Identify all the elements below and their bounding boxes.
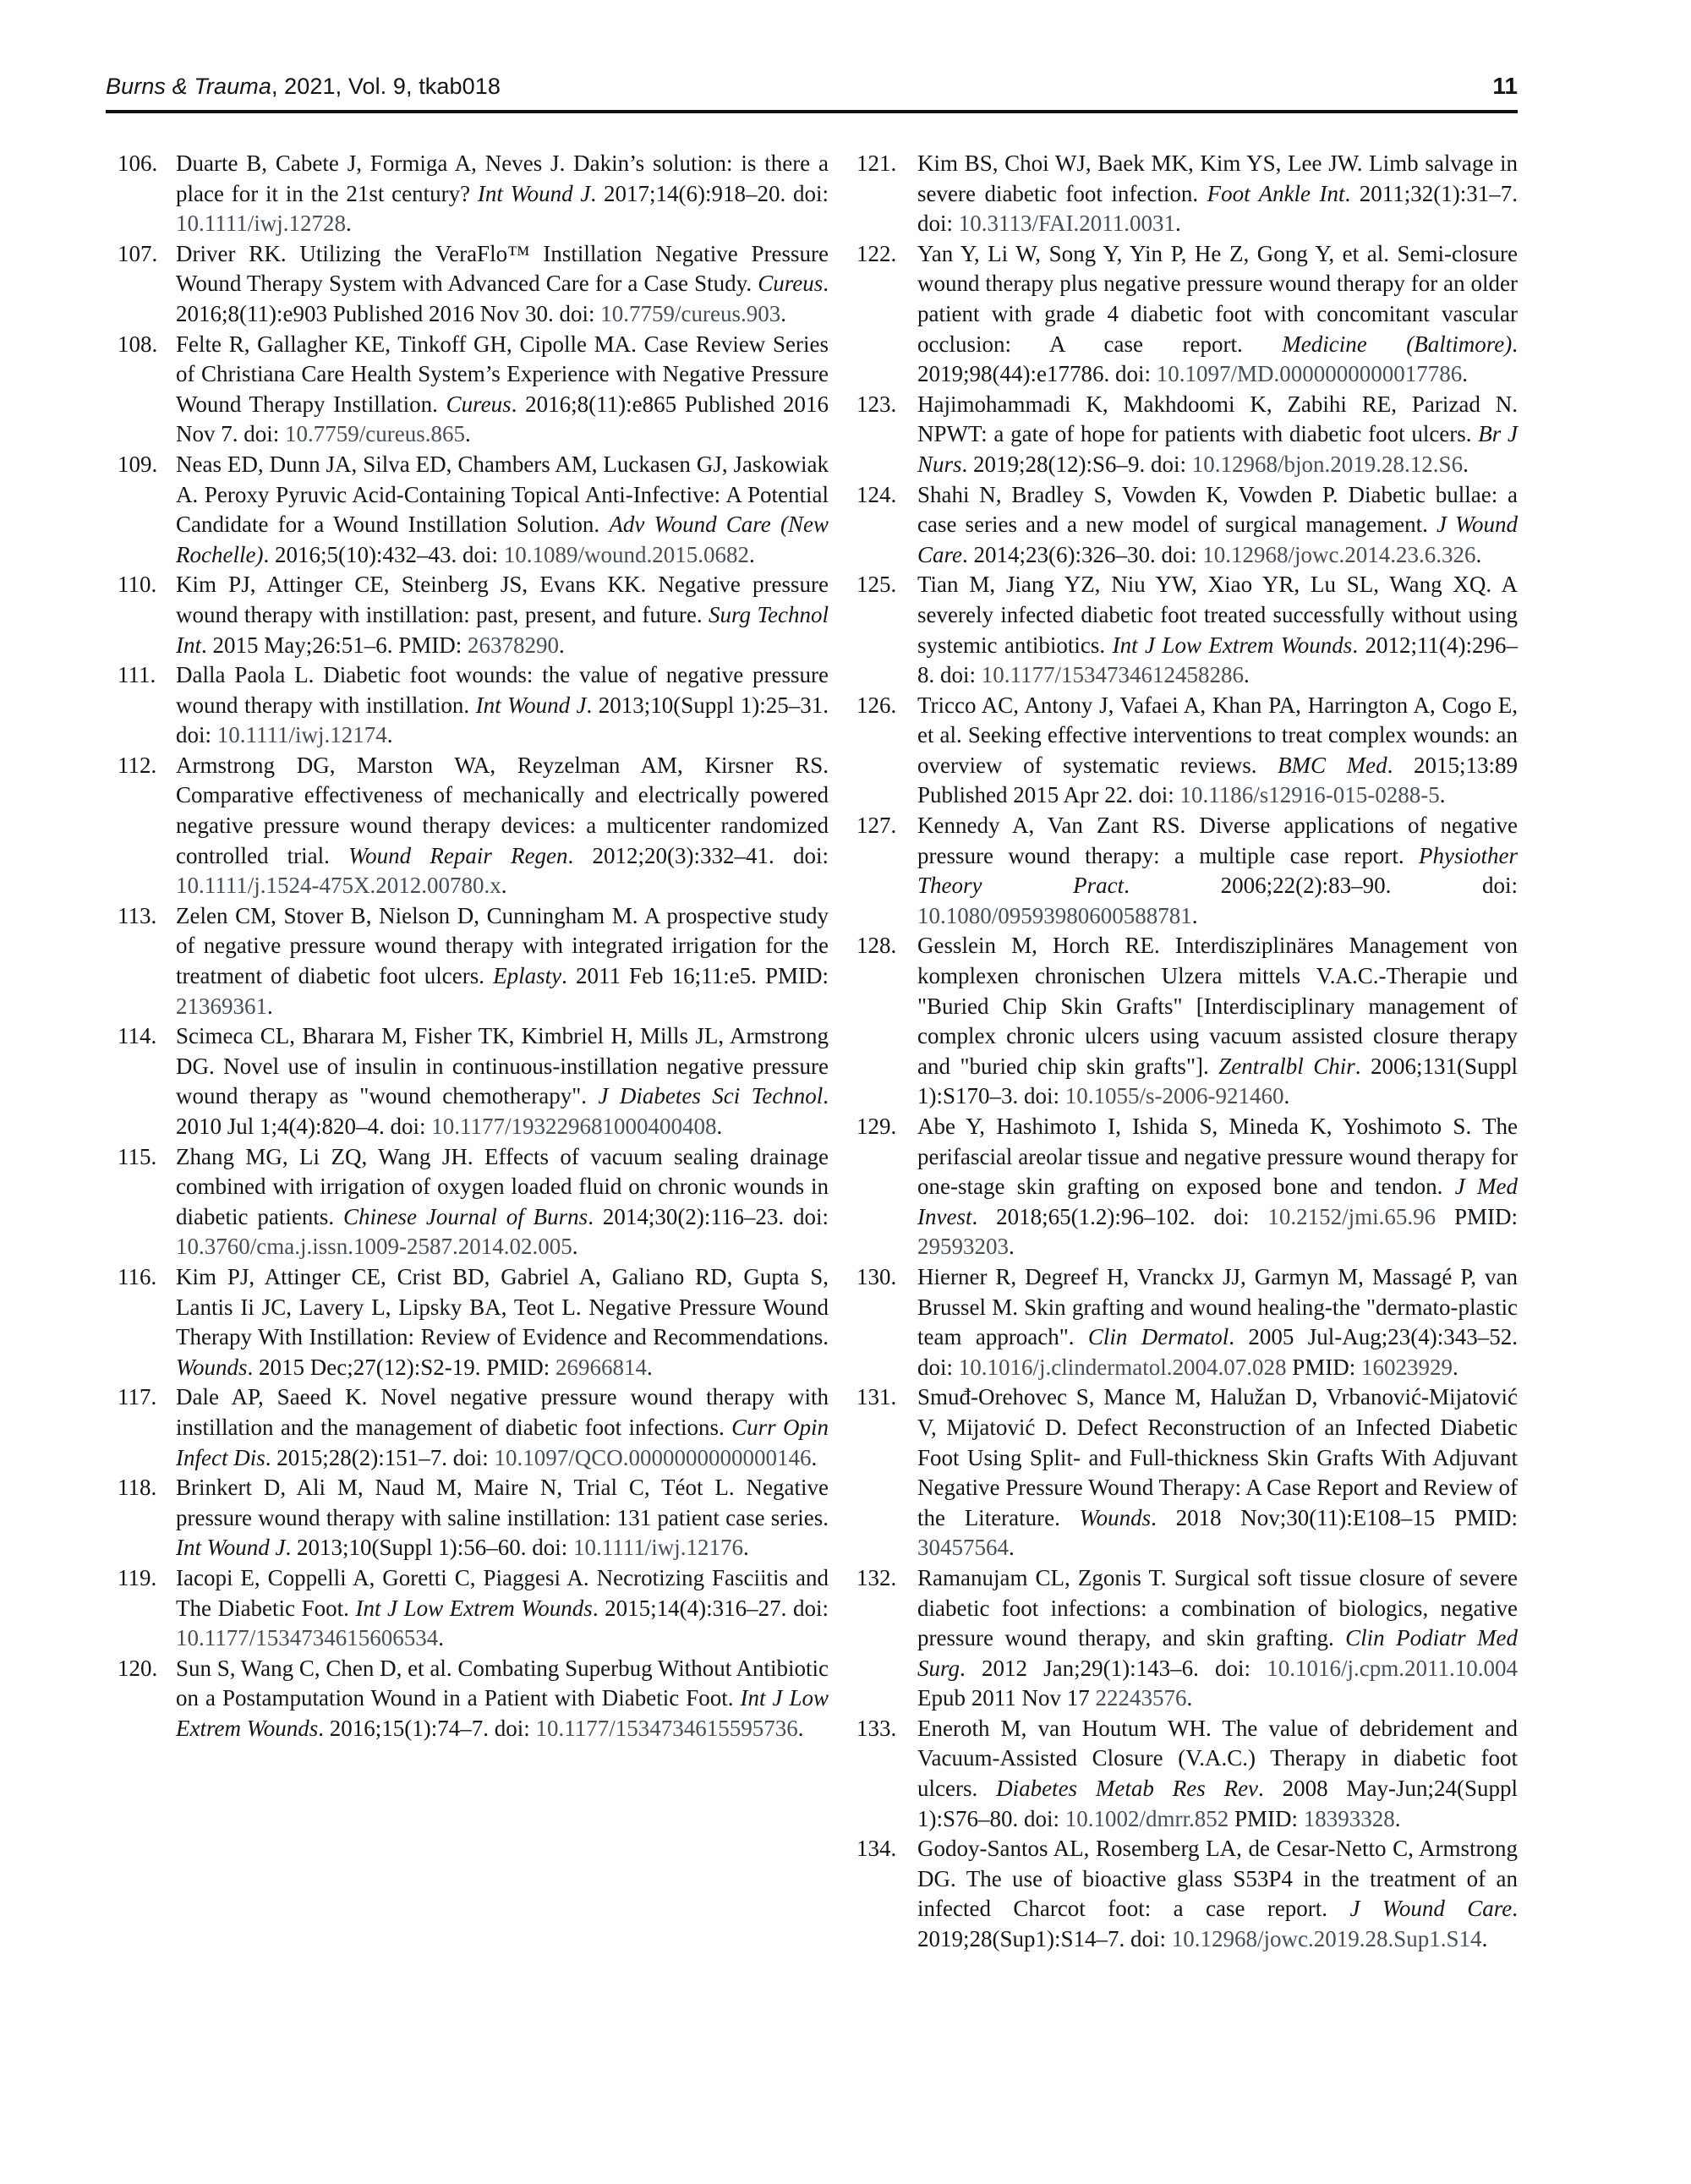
reference-number: 109. — [118, 451, 158, 477]
reference-item — [106, 149, 829, 239]
reference-number: 131. — [856, 1384, 897, 1410]
reference-item — [850, 691, 1518, 811]
reference-item — [106, 751, 829, 901]
doi-link[interactable]: 26378290 — [468, 632, 560, 658]
references-column-left — [106, 149, 829, 1955]
reference-text-segment: . — [748, 541, 755, 567]
reference-text-segment: Duarte B, Cabete J, Formiga A, Neves J. Dakin’s solution: is there a place for it in the 21st century? — [176, 151, 829, 206]
reference-text — [917, 391, 1518, 477]
reference-text-segment: . — [811, 1444, 818, 1470]
reference-number: 124. — [856, 481, 897, 507]
reference-number: 108. — [118, 331, 158, 357]
journal-name: Int Wound J — [176, 1535, 286, 1561]
reference-item — [106, 1382, 829, 1473]
reference-text-segment: . 2013;10(Suppl 1):25–31. doi: — [176, 692, 829, 748]
doi-link[interactable]: 10.1097/QCO.0000000000000146 — [494, 1444, 812, 1470]
reference-text-segment: PMID: — [1436, 1203, 1518, 1229]
reference-number: 117. — [118, 1384, 157, 1410]
reference-text-segment: . — [1009, 1535, 1015, 1561]
reference-text-segment: Brinkert D, Ali M, Naud M, Maire N, Trial C, Téot L. Negative pressure wound therapy with saline instillation: 131 patient case series. — [176, 1475, 829, 1530]
reference-number: 126. — [856, 692, 897, 718]
reference-item — [850, 570, 1518, 690]
reference-text — [176, 753, 829, 898]
reference-text-segment: . 2015 Dec;27(12):S2-19. PMID: — [247, 1354, 556, 1380]
doi-link[interactable]: 10.1080/09593980600588781 — [917, 902, 1192, 928]
journal-name: Adv Wound Care (New Rochelle) — [176, 512, 829, 567]
reference-text-segment: . — [1244, 662, 1250, 688]
reference-text-segment: . — [1175, 211, 1181, 237]
journal-name: Cureus — [758, 271, 824, 297]
reference-text-segment: . — [464, 421, 471, 447]
reference-text — [917, 1565, 1518, 1711]
doi-link[interactable]: 10.1177/1534734615595736 — [535, 1715, 798, 1741]
reference-text-segment: . 2016;8(11):e903 Published 2016 Nov 30. doi: — [176, 271, 829, 326]
journal-name: Clin Podiatr Med Surg — [917, 1625, 1518, 1681]
journal-name: Zentralbl Chir — [1218, 1053, 1355, 1079]
reference-item — [850, 480, 1518, 571]
reference-text — [176, 1475, 829, 1560]
reference-number: 133. — [856, 1715, 897, 1741]
reference-text — [176, 1384, 829, 1470]
reference-text-segment: Armstrong DG, Marston WA, Reyzelman AM, Kirsner RS. Comparative effectiveness of mechanically and electrically powered negative pressure wound therapy devices: a multicenter randomized controlled trial. — [176, 752, 829, 868]
journal-name: Int Wound J — [477, 180, 591, 206]
reference-text — [917, 482, 1518, 567]
journal-issue-info: , 2021, Vol. 9, tkab018 — [271, 74, 501, 99]
reference-text — [917, 241, 1518, 386]
journal-name: Wounds — [1079, 1504, 1152, 1530]
reference-text — [917, 1716, 1518, 1831]
reference-item — [106, 660, 829, 751]
reference-text-segment: Zelen CM, Stover B, Nielson D, Cunningham M. A prospective study of negative pressure wound therapy with integrated irrigation for the treatment of diabetic foot ulcers. — [176, 902, 829, 989]
reference-item — [106, 901, 829, 1021]
reference-item — [850, 1382, 1518, 1563]
reference-text-segment: Ramanujam CL, Zgonis T. Surgical soft tissue closure of severe diabetic foot infections: a combination of biologics, negative pressure wound therapy, and skin grafting. — [917, 1564, 1518, 1651]
reference-number: 107. — [118, 240, 158, 266]
reference-item — [106, 570, 829, 660]
reference-item — [850, 1714, 1518, 1834]
reference-number: 119. — [118, 1564, 157, 1590]
journal-name: Physiother Theory Pract — [917, 842, 1518, 899]
reference-text-segment: Gesslein M, Horch RE. Interdisziplinäres Management von komplexen chronischen Ulzera mittels V.A.C.-Therapie und "Buried Chip Skin Grafts" [Interdisciplinary management of complex chronic ulcers using vacuum assisted closure therapy and "buried chip skin grafts"]. — [917, 933, 1518, 1079]
doi-link[interactable]: 10.1111/iwj.12728 — [176, 211, 346, 237]
reference-text — [917, 813, 1518, 928]
reference-text-segment: . — [386, 722, 393, 748]
reference-number: 114. — [118, 1023, 157, 1049]
journal-name: Int J Low Extrem Wounds — [176, 1685, 829, 1741]
reference-item — [850, 1262, 1518, 1382]
journal-name: Int J Low Extrem Wounds — [355, 1595, 593, 1621]
reference-item — [850, 239, 1518, 390]
reference-text-segment: . 2006;22(2):83–90. doi: — [1124, 873, 1518, 899]
reference-text — [917, 692, 1518, 808]
doi-link[interactable]: 10.1111/j.1524-475X.2012.00780.x — [176, 873, 501, 899]
reference-text-segment: . — [1186, 1685, 1193, 1711]
reference-text — [176, 241, 829, 326]
reference-text-segment: . 2018;65(1.2):96–102. doi: — [971, 1203, 1268, 1229]
reference-text — [176, 572, 829, 657]
doi-link[interactable]: 10.12968/jowc.2014.23.6.326 — [1202, 541, 1476, 567]
reference-item — [106, 1654, 829, 1744]
doi-link[interactable]: 10.1016/j.cpm.2011.10.004 — [1267, 1655, 1518, 1681]
reference-number: 134. — [856, 1836, 897, 1862]
reference-number: 106. — [118, 151, 158, 176]
reference-item — [850, 390, 1518, 480]
reference-number: 129. — [856, 1114, 897, 1139]
reference-text-segment: . 2014;23(6):326–30. doi: — [962, 541, 1203, 567]
reference-number: 111. — [118, 662, 156, 688]
reference-text-segment: . 2017;14(6):918–20. doi: — [590, 180, 829, 206]
reference-text — [917, 933, 1518, 1108]
reference-text-segment: . — [1475, 541, 1482, 567]
reference-number: 128. — [856, 933, 897, 959]
reference-text-segment: . 2008 May-Jun;24(Suppl 1):S76–80. doi: — [917, 1776, 1519, 1831]
reference-text-segment: Dalla Paola L. Diabetic foot wounds: the value of negative pressure wound therapy with instillation. — [176, 662, 829, 718]
reference-number: 120. — [118, 1655, 158, 1681]
reference-text-segment: . — [780, 300, 786, 326]
journal-name: Medicine (Baltimore) — [1282, 331, 1513, 357]
doi-link[interactable]: 10.12968/bjon.2019.28.12.S6 — [1191, 451, 1464, 477]
reference-text-segment: . 2012 Jan;29(1):143–6. doi: — [960, 1655, 1267, 1681]
reference-text-segment: Kim PJ, Attinger CE, Steinberg JS, Evans KK. Negative pressure wound therapy with instillation: past, present, and future. — [176, 572, 829, 627]
doi-link[interactable]: 10.7759/cureus.903 — [600, 300, 781, 326]
doi-link[interactable]: 10.1111/iwj.12176 — [573, 1535, 744, 1561]
reference-text-segment: . 2019;28(12):S6–9. doi: — [961, 451, 1192, 477]
reference-text-segment: Hajimohammadi K, Makhdoomi K, Zabihi RE, Parizad N. NPWT: a gate of hope for patients with diabetic foot ulcers. — [917, 391, 1518, 447]
doi-link[interactable]: 26966814 — [555, 1354, 648, 1380]
reference-number: 121. — [856, 151, 897, 176]
reference-text-segment: . — [647, 1354, 653, 1380]
doi-link[interactable]: 29593203 — [917, 1234, 1009, 1260]
reference-text — [176, 662, 829, 747]
reference-number: 122. — [856, 240, 897, 266]
journal-title: Burns & Trauma — [106, 74, 271, 99]
reference-number: 112. — [118, 752, 157, 778]
reference-item — [106, 330, 829, 450]
reference-text-segment: Zhang MG, Li ZQ, Wang JH. Effects of vacuum sealing drainage combined with irrigation of oxygen loaded fluid on chronic wounds in diabetic patients. — [176, 1143, 829, 1229]
doi-link[interactable]: 10.3760/cma.j.issn.1009-2587.2014.02.005 — [176, 1234, 572, 1260]
reference-number: 118. — [118, 1475, 157, 1501]
reference-item — [850, 811, 1518, 931]
journal-name: Int Wound J — [475, 692, 587, 718]
reference-text — [917, 1836, 1518, 1951]
reference-text-segment: . — [1462, 361, 1468, 387]
doi-link[interactable]: 10.1097/MD.0000000000017786 — [1156, 361, 1463, 387]
reference-text-segment: . 2005 Jul-Aug;23(4):343–52. doi: — [917, 1324, 1519, 1380]
reference-text-segment: . 2015;28(2):151–7. doi: — [265, 1444, 495, 1470]
reference-text-segment: . — [716, 1114, 723, 1139]
doi-link[interactable]: 10.12968/jowc.2019.28.Sup1.S14 — [1171, 1926, 1482, 1952]
reference-text-segment: Iacopi E, Coppelli A, Goretti C, Piaggesi A. Necrotizing Fasciitis and The Diabetic Foot. — [176, 1564, 829, 1621]
journal-name: J Med Invest — [917, 1174, 1519, 1229]
reference-number: 132. — [856, 1564, 897, 1590]
reference-text-segment: . — [743, 1535, 749, 1561]
running-head — [106, 74, 501, 100]
journal-name: Br J Nurs — [917, 421, 1518, 477]
reference-text — [176, 1264, 829, 1380]
reference-item — [106, 450, 829, 570]
reference-text-segment: . 2018 Nov;30(11):E108–15 PMID: — [1151, 1504, 1518, 1530]
reference-text-segment: PMID: — [1286, 1354, 1361, 1380]
doi-link[interactable]: 10.1055/s-2006-921460 — [1064, 1083, 1284, 1109]
reference-number: 123. — [856, 391, 897, 417]
reference-text-segment: Kim PJ, Attinger CE, Crist BD, Gabriel A, Galiano RD, Gupta S, Lantis Ii JC, Lavery L, Lipsky BA, Teot L. Negative Pressure Wound Therapy With Instillation: Review of Evidence and Recommendations. — [176, 1263, 829, 1350]
reference-text-segment: . — [1463, 451, 1469, 477]
reference-text-segment: . — [1481, 1926, 1488, 1952]
reference-text-segment: Hierner R, Degreef H, Vranckx JJ, Garmyn M, Massagé P, van Brussel M. Skin grafting and wound healing-the "dermato-plastic team approach". — [917, 1263, 1518, 1350]
reference-text-segment: Tricco AC, Antony J, Vafaei A, Khan PA, Harrington A, Cogo E, et al. Seeking effective interventions to treat complex wounds: an overview of systematic reviews. — [917, 692, 1518, 778]
journal-name: Curr Opin Infect Dis — [176, 1414, 829, 1470]
reference-text-segment: . — [501, 873, 507, 899]
doi-link[interactable]: 21369361 — [176, 993, 267, 1019]
doi-link[interactable]: 10.1089/wound.2015.0682 — [503, 541, 749, 567]
doi-link[interactable]: 30457564 — [917, 1535, 1009, 1561]
reference-text-segment: . 2011;32(1):31–7. doi: — [917, 180, 1519, 237]
doi-link[interactable]: 10.1111/iwj.12174 — [216, 722, 387, 748]
reference-text-segment: Smuđ-Orehovec S, Mance M, Halužan D, Vrbanović-Mijatović V, Mijatović D. Defect Reconstruction of an Infected Diabetic Foot Using Split- and Full-thickness Skin Grafts With Adjuvant Negative Pressure Wound Therapy: A Case Report and Review of the Literature. — [917, 1384, 1518, 1530]
doi-link[interactable]: 16023929 — [1360, 1354, 1453, 1380]
reference-item — [850, 931, 1518, 1112]
references-column-right — [850, 149, 1518, 1955]
reference-text-segment: . — [346, 211, 352, 237]
reference-text-segment: Sun S, Wang C, Chen D, et al. Combating Superbug Without Antibiotic on a Postamputation Wound in a Patient with Diabetic Foot. — [176, 1655, 829, 1711]
reference-number: 125. — [856, 572, 897, 598]
reference-text-segment: Yan Y, Li W, Song Y, Yin P, He Z, Gong Y, et al. Semi-closure wound therapy plus negative pressure wound therapy for an older patient with grade 4 diabetic foot with concomitant vascular occlusion: A case report. — [917, 240, 1518, 357]
reference-number: 110. — [118, 572, 157, 598]
journal-name: J Wound Care — [917, 512, 1518, 567]
reference-item — [106, 1021, 829, 1141]
reference-text-segment: Felte R, Gallagher KE, Tinkoff GH, Cipolle MA. Case Review Series of Christiana Care Health System’s Experience with Negative Pressure Wound Therapy Instillation. — [176, 331, 829, 417]
reference-number: 130. — [856, 1263, 897, 1289]
reference-text — [176, 1656, 829, 1741]
journal-name: Int J Low Extrem Wounds — [1112, 632, 1353, 658]
reference-text — [176, 331, 829, 447]
journal-name: Eplasty — [493, 963, 562, 989]
reference-text — [917, 151, 1518, 236]
reference-text-segment: . 2010 Jul 1;4(4):820–4. doi: — [176, 1083, 829, 1139]
reference-text-segment: . — [1191, 902, 1198, 928]
reference-item — [850, 1834, 1518, 1954]
reference-text-segment: . 2013;10(Suppl 1):56–60. doi: — [285, 1535, 574, 1561]
page-header — [0, 0, 1691, 100]
reference-item — [850, 1112, 1518, 1262]
doi-link[interactable]: 10.3113/FAI.2011.0031 — [958, 211, 1176, 237]
reference-text-segment: Scimeca CL, Bharara M, Fisher TK, Kimbriel H, Mills JL, Armstrong DG. Novel use of insulin in continuous-instillation negative pressure wound therapy as "wound chemotherapy". — [176, 1023, 829, 1109]
reference-text-segment: . — [1394, 1805, 1401, 1831]
reference-text-segment: . — [1439, 782, 1446, 808]
reference-text-segment: . 2015 May;26:51–6. PMID: — [201, 632, 468, 658]
reference-text — [176, 903, 829, 1019]
reference-text-segment: . — [1283, 1083, 1290, 1109]
reference-text — [176, 1144, 829, 1260]
reference-text-segment: . — [572, 1234, 578, 1260]
reference-text-segment: . 2011 Feb 16;11:e5. PMID: — [561, 963, 829, 989]
reference-text-segment: . 2016;15(1):74–7. doi: — [318, 1715, 536, 1741]
reference-text-segment: . — [797, 1715, 804, 1741]
reference-text-segment: Kennedy A, Van Zant RS. Diverse applications of negative pressure wound therapy: a multiple case report. — [917, 813, 1518, 868]
reference-text-segment: . 2019;28(Sup1):S14–7. doi: — [917, 1896, 1518, 1952]
reference-text-segment: Tian M, Jiang YZ, Niu YW, Xiao YR, Lu SL, Wang XQ. A severely infected diabetic foot treated successfully without using systemic antibiotics. — [917, 572, 1518, 658]
reference-text-segment: . 2012;20(3):332–41. doi: — [567, 842, 829, 868]
reference-text-segment: Eneroth M, van Houtum WH. The value of debridement and Vacuum-Assisted Closure (V.A.C.) Therapy in diabetic foot ulcers. — [917, 1715, 1518, 1802]
reference-item — [106, 1142, 829, 1262]
reference-text-segment: . — [267, 993, 273, 1019]
reference-text-segment: . 2016;8(11):e865 Published 2016 Nov 7. doi: — [176, 391, 829, 447]
reference-text-segment: Kim BS, Choi WJ, Baek MK, Kim YS, Lee JW. Limb salvage in severe diabetic foot infection. — [917, 151, 1518, 206]
journal-name: Chinese Journal of Burns — [343, 1203, 588, 1229]
reference-text — [917, 1384, 1518, 1560]
doi-link[interactable]: 10.7759/cureus.865 — [285, 421, 465, 447]
reference-text-segment: . — [1452, 1354, 1458, 1380]
page-number: 11 — [1492, 73, 1518, 99]
journal-name: Cureus — [446, 391, 512, 417]
journal-name: Wound Repair Regen — [348, 842, 568, 868]
reference-text — [176, 1565, 829, 1650]
journal-name: Surg Technol Int — [176, 601, 829, 658]
reference-number: 115. — [118, 1143, 157, 1169]
journal-name: BMC Med — [1278, 752, 1387, 778]
reference-text — [917, 572, 1518, 687]
reference-text-segment: Epub 2011 Nov 17 — [917, 1685, 1096, 1711]
reference-number: 113. — [118, 902, 157, 928]
reference-text-segment: . 2016;5(10):432–43. doi: — [263, 541, 504, 567]
reference-text-segment: . 2014;30(2):116–23. doi: — [588, 1203, 829, 1229]
reference-text — [176, 151, 829, 236]
reference-text-segment: Abe Y, Hashimoto I, Ishida S, Mineda K, Yoshimoto S. The perifascial areolar tissue and negative pressure wound therapy for one-stage skin grafting on exposed bone and tendon. — [917, 1114, 1518, 1200]
reference-text — [176, 452, 829, 567]
doi-link[interactable]: 18393328 — [1303, 1805, 1395, 1831]
doi-link[interactable]: 10.1186/s12916-015-0288-5 — [1179, 782, 1440, 808]
reference-text-segment: Shahi N, Bradley S, Vowden K, Vowden P. Diabetic bullae: a case series and a new model of surgical management. — [917, 481, 1518, 538]
reference-item — [106, 1473, 829, 1563]
reference-text — [917, 1264, 1518, 1380]
reference-text-segment: . 2015;13:89 Published 2015 Apr 22. doi: — [917, 752, 1518, 808]
reference-text — [176, 1023, 829, 1139]
reference-item — [850, 1563, 1518, 1714]
reference-item — [106, 239, 829, 330]
journal-name: J Diabetes Sci Technol — [598, 1083, 824, 1109]
reference-text-segment: . — [438, 1625, 444, 1651]
reference-item — [106, 1262, 829, 1382]
reference-item — [850, 149, 1518, 239]
reference-text-segment: . 2012;11(4):296–8. doi: — [917, 632, 1518, 688]
doi-link[interactable]: 10.1177/1534734612458286 — [981, 662, 1245, 688]
reference-text-segment: . — [559, 632, 565, 658]
journal-name: Foot Ankle Int — [1207, 180, 1345, 206]
doi-link[interactable]: 10.2152/jmi.65.96 — [1267, 1203, 1437, 1229]
journal-name: J Wound Care — [1349, 1896, 1513, 1922]
journal-name: Wounds — [176, 1354, 248, 1380]
doi-link[interactable]: 10.1177/1534734615606534 — [176, 1625, 439, 1651]
reference-text-segment: . — [1009, 1234, 1015, 1260]
reference-text-segment: Neas ED, Dunn JA, Silva ED, Chambers AM, Luckasen GJ, Jaskowiak A. Peroxy Pyruvic Acid-Containing Topical Anti-Infective: A Potential Candidate for a Wound Instillation Solution. — [176, 451, 829, 538]
reference-text-segment: PMID: — [1229, 1805, 1304, 1831]
journal-name: Clin Dermatol — [1087, 1324, 1229, 1350]
reference-text-segment: Godoy-Santos AL, Rosemberg LA, de Cesar-Netto C, Armstrong DG. The use of bioactive glass S53P4 in the treatment of an infected Charcot foot: a case report. — [917, 1836, 1518, 1922]
reference-number: 116. — [118, 1263, 157, 1289]
reference-number: 127. — [856, 813, 897, 839]
journal-name: Diabetes Metab Res Rev — [996, 1776, 1259, 1802]
reference-text-segment: . 2019;98(44):e17786. doi: — [917, 331, 1518, 387]
doi-link[interactable]: 22243576 — [1095, 1685, 1187, 1711]
reference-text-segment: Dale AP, Saeed K. Novel negative pressure wound therapy with instillation and the management of diabetic foot infections. — [176, 1384, 829, 1440]
doi-link[interactable]: 10.1002/dmrr.852 — [1064, 1805, 1229, 1831]
reference-text-segment: Driver RK. Utilizing the VeraFlo™ Instillation Negative Pressure Wound Therapy System with Advanced Care for a Case Study. — [176, 240, 829, 297]
reference-item — [106, 1563, 829, 1654]
reference-text — [917, 1114, 1518, 1259]
references-columns — [0, 113, 1691, 1955]
doi-link[interactable]: 10.1016/j.clindermatol.2004.07.028 — [958, 1354, 1287, 1380]
doi-link[interactable]: 10.1177/193229681000400408 — [431, 1114, 717, 1139]
reference-text-segment: . 2006;131(Suppl 1):S170–3. doi: — [917, 1053, 1518, 1109]
reference-text-segment: . 2015;14(4):316–27. doi: — [592, 1595, 829, 1621]
